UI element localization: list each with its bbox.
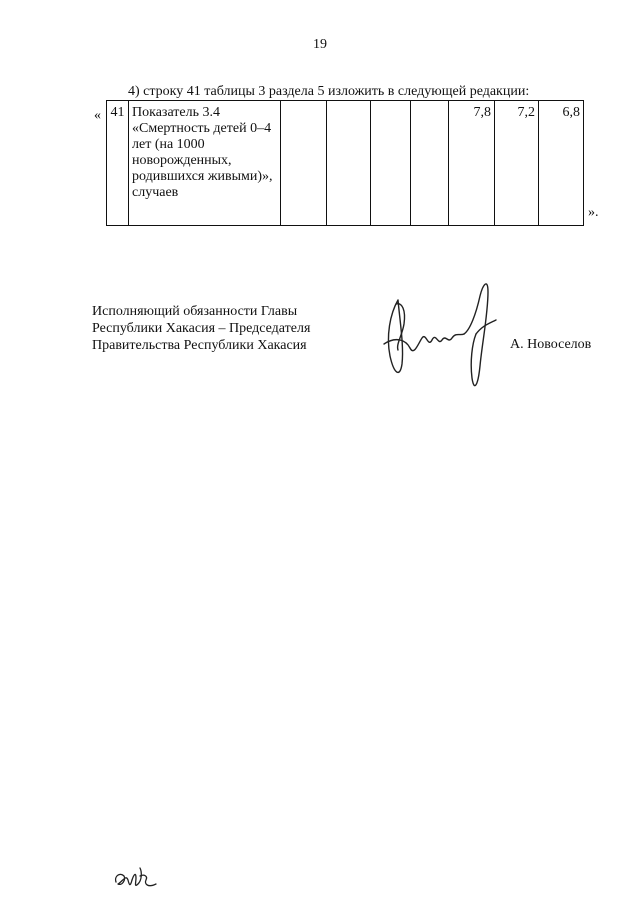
signer-title-line: Республики Хакасия – Председателя <box>92 321 311 336</box>
indicator-line: «Смертность детей 0–4 <box>132 121 272 136</box>
value-cell <box>327 101 371 226</box>
signer-title-line: Правительства Республики Хакасия <box>92 338 307 353</box>
signer-name: А. Новоселов <box>510 337 592 352</box>
quote-close: ». <box>588 205 599 220</box>
value-cell: 7,2 <box>495 101 539 226</box>
handwritten-signature <box>376 274 504 398</box>
intro-text: 4) строку 41 таблицы 3 раздела 5 изложить в следующей редакции: <box>128 84 530 99</box>
indicator-line: новорожденных, <box>132 153 232 168</box>
amendment-table <box>106 100 584 226</box>
value-cell: 6,8 <box>539 101 584 226</box>
row-number-cell: 41 <box>107 101 129 226</box>
indicator-line: случаев <box>132 185 179 200</box>
value-cell <box>281 101 327 226</box>
handwritten-initials <box>112 862 160 892</box>
value-cell <box>411 101 449 226</box>
indicator-line: родившихся живыми)», <box>132 169 273 184</box>
table-row <box>107 101 584 226</box>
signer-title <box>92 303 310 354</box>
value-cell <box>371 101 411 226</box>
indicator-line: лет (на 1000 <box>132 137 205 152</box>
signer-title-line: Исполняющий обязанности Главы <box>92 304 298 319</box>
indicator-line: Показатель 3.4 <box>132 105 220 120</box>
page-number: 19 <box>313 37 327 52</box>
value-cell: 7,8 <box>449 101 495 226</box>
quote-open: « <box>94 108 101 123</box>
indicator-cell <box>129 101 281 226</box>
